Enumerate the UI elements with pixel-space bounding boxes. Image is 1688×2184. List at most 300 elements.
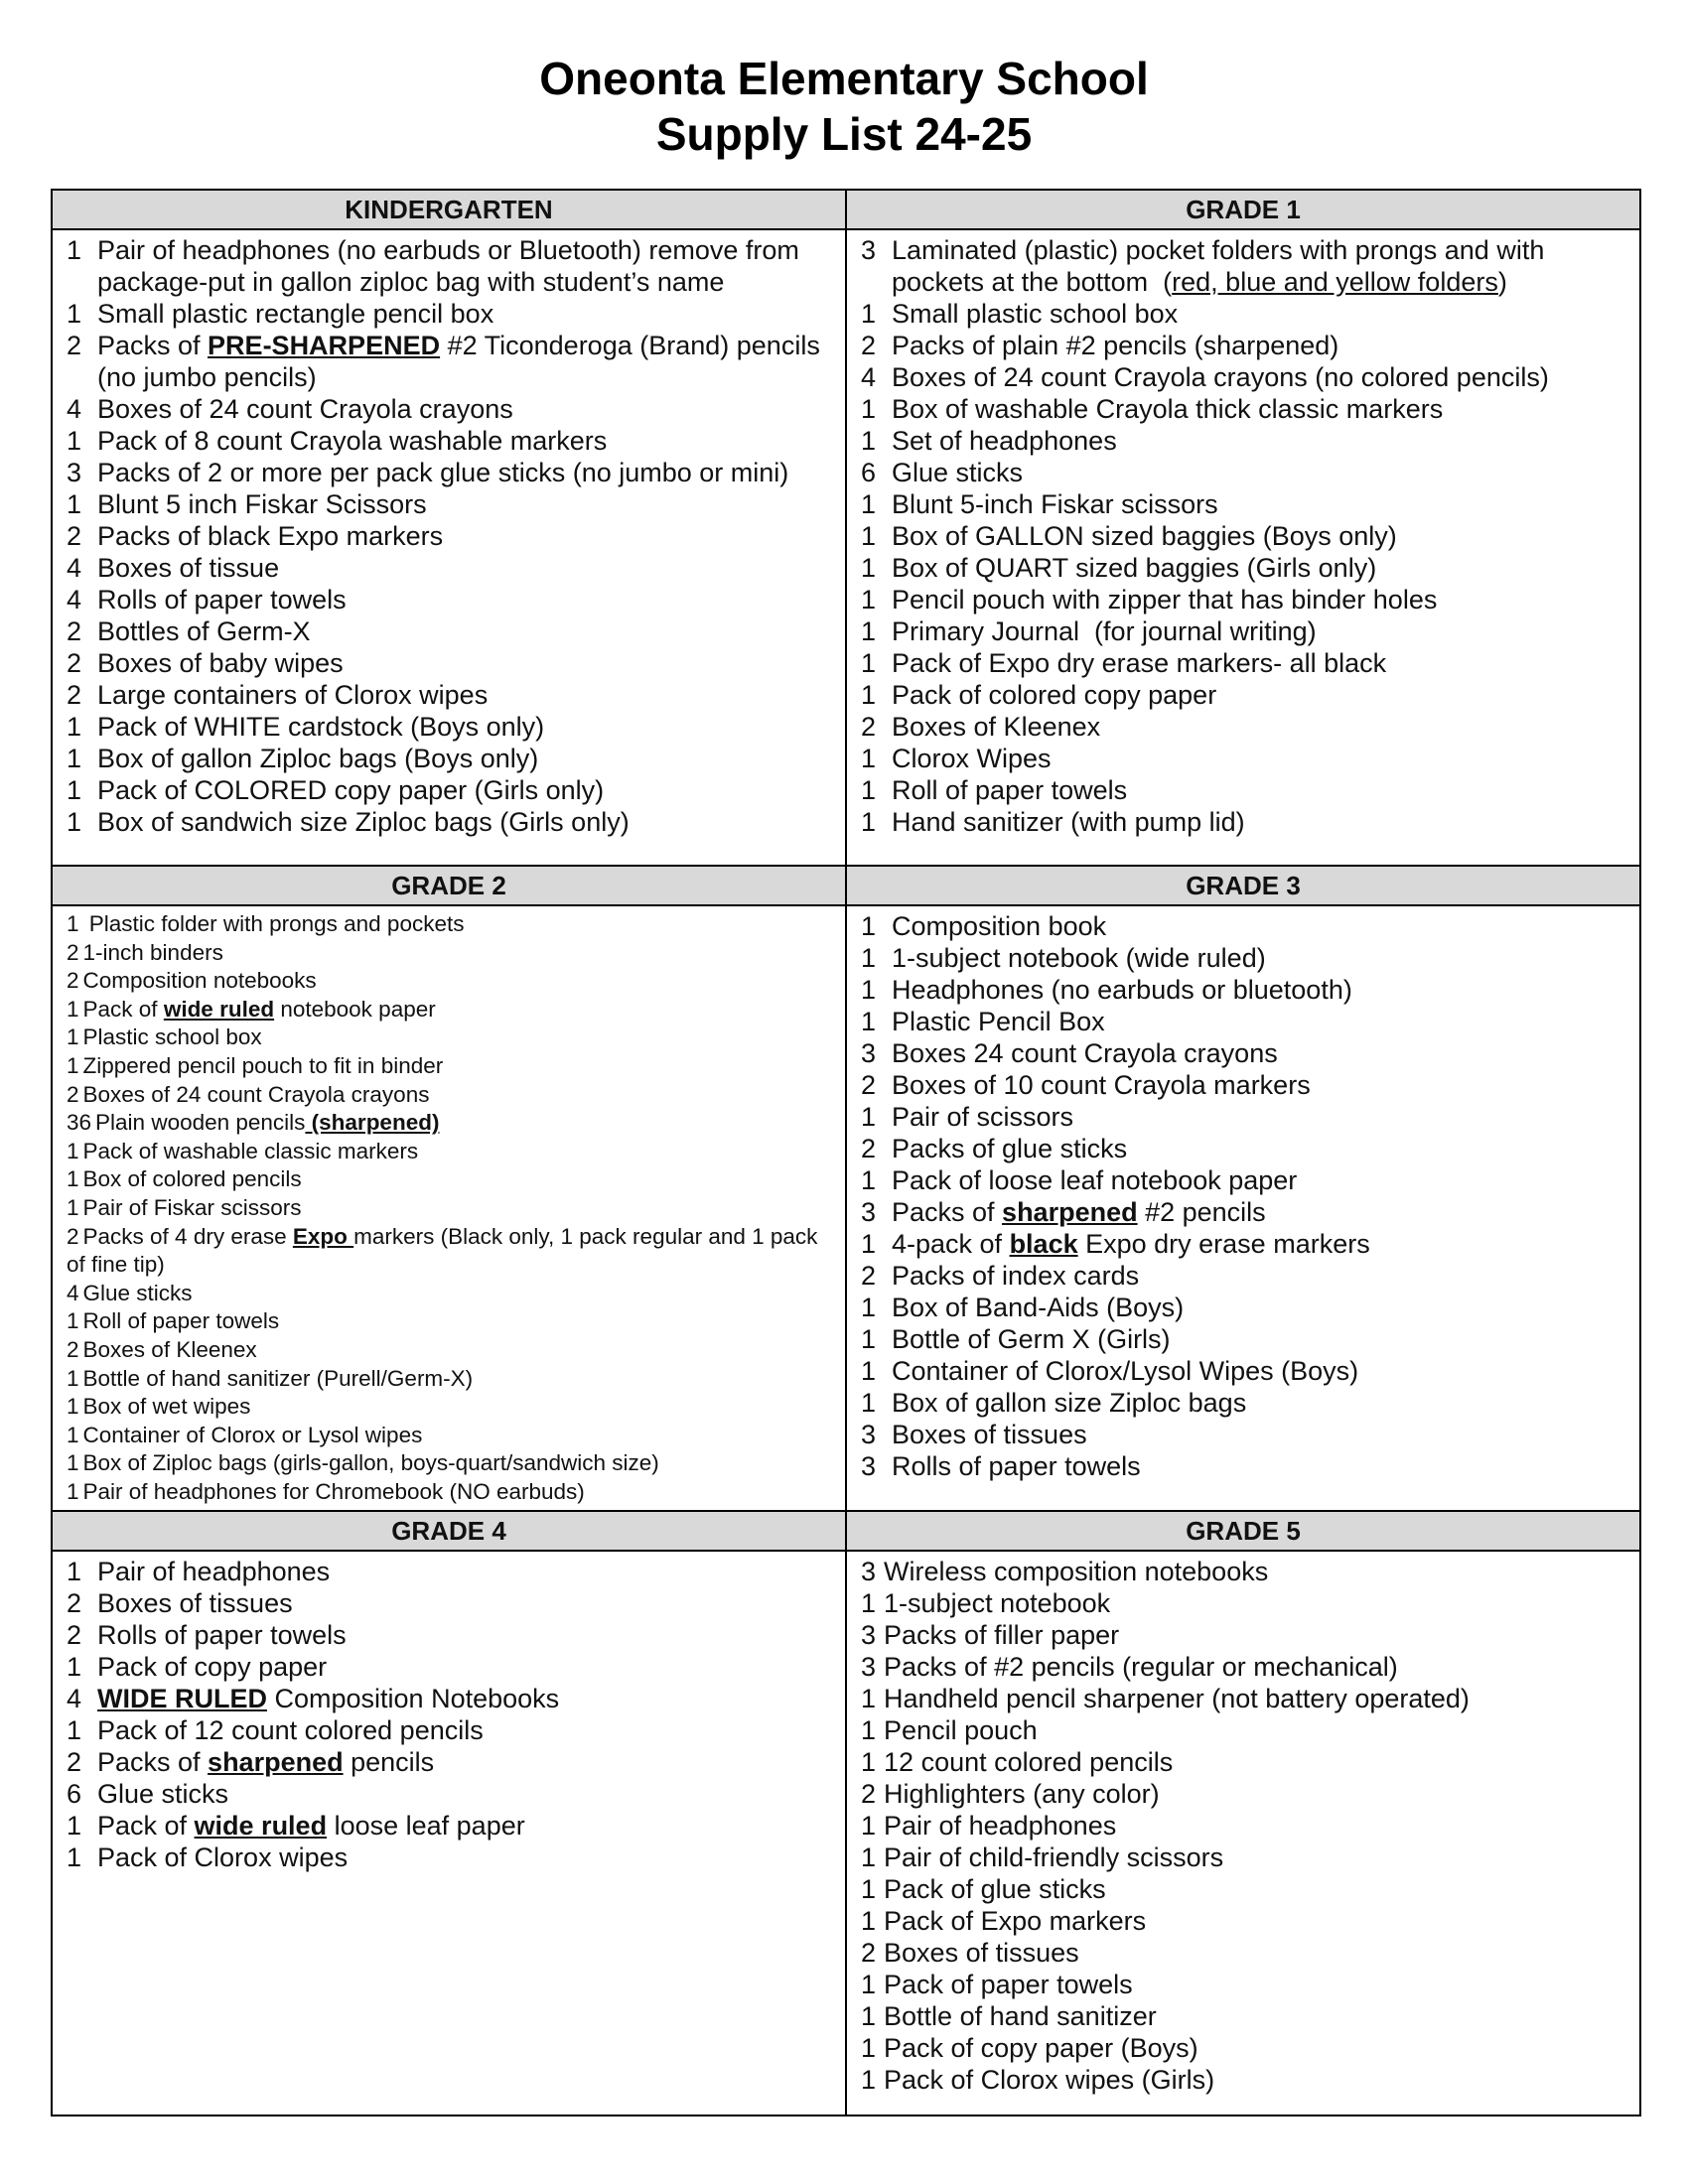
supply-item — [861, 942, 1625, 974]
item-text: pencils — [343, 1747, 435, 1778]
item-description: Highlighters (any color) — [884, 1779, 1160, 1810]
item-description — [892, 234, 1625, 298]
item-text: Composition Notebooks — [267, 1684, 560, 1714]
supply-item — [861, 1842, 1625, 1873]
item-description: Composition book — [892, 911, 1107, 941]
supply-item — [861, 1873, 1625, 1905]
supply-item — [861, 1714, 1625, 1746]
supply-item — [67, 1024, 831, 1052]
item-text: Pack of — [97, 1811, 195, 1842]
item-quantity: 3 — [861, 1557, 877, 1587]
item-quantity: 1 — [861, 1843, 877, 1873]
item-quantity: 2 — [67, 521, 82, 551]
emphasized-text: sharpened — [1002, 1197, 1138, 1227]
item-quantity: 2 — [861, 1261, 877, 1291]
supply-item — [861, 1196, 1625, 1228]
item-quantity: 1 — [67, 911, 79, 936]
item-quantity: 1 — [861, 585, 877, 614]
item-description: Glue sticks — [97, 1779, 229, 1810]
item-quantity: 1 — [861, 807, 877, 837]
supply-item — [861, 1037, 1625, 1069]
item-quantity: 1 — [861, 1102, 877, 1132]
item-description: Pack of copy paper (Boys) — [884, 2033, 1198, 2064]
item-description — [97, 1810, 831, 1842]
supply-item — [861, 1810, 1625, 1842]
item-description: 1-subject notebook — [884, 1588, 1111, 1619]
item-quantity: 1 — [67, 1365, 79, 1391]
supply-item — [67, 584, 831, 615]
supply-item — [861, 1292, 1625, 1323]
item-quantity: 1 — [67, 489, 82, 519]
item-text: Packs of — [97, 1747, 209, 1778]
item-quantity: 3 — [861, 1420, 877, 1449]
item-description: Pack of glue sticks — [884, 1874, 1106, 1905]
item-description: Rolls of paper towels — [892, 1451, 1141, 1481]
item-quantity: 1 — [67, 1024, 79, 1050]
item-quantity: 1 — [67, 1138, 79, 1163]
grade3-header: GRADE 3 — [846, 866, 1640, 905]
item-description: Packs of glue sticks — [892, 1134, 1128, 1163]
supply-item — [67, 647, 831, 679]
item-description — [95, 1110, 439, 1135]
item-quantity: 1 — [861, 2065, 877, 2096]
item-quantity: 1 — [67, 807, 82, 837]
item-description: Pair of Fiskar scissors — [82, 1194, 302, 1220]
emphasized-text: (sharpened) — [305, 1110, 440, 1136]
item-quantity: 6 — [861, 458, 877, 487]
item-description: Rolls of paper towels — [97, 585, 347, 614]
item-description: Box of Band-Aids (Boys) — [892, 1293, 1185, 1322]
supply-item — [67, 711, 831, 743]
emphasized-text: Expo — [292, 1223, 354, 1249]
item-quantity: 3 — [861, 1197, 877, 1227]
item-description: Pack of COLORED copy paper (Girls only) — [97, 775, 605, 805]
supply-item — [861, 1778, 1625, 1810]
item-description — [892, 1228, 1625, 1260]
item-description: Boxes of tissues — [892, 1420, 1087, 1449]
item-description: Packs of plain #2 pencils (sharpened) — [892, 331, 1339, 360]
supply-item — [67, 393, 831, 425]
item-quantity: 1 — [861, 1906, 877, 1937]
supply-item — [861, 1450, 1625, 1482]
supply-item — [67, 806, 831, 838]
item-description: Pencil pouch — [884, 1715, 1038, 1746]
item-description: Boxes of 24 count Crayola crayons — [82, 1081, 430, 1107]
item-description: Boxes of 10 count Crayola markers — [892, 1070, 1311, 1100]
item-description: Boxes of Kleenex — [82, 1336, 257, 1362]
item-description: Box of washable Crayola thick classic markers — [892, 394, 1444, 424]
supply-item — [861, 1969, 1625, 2000]
supply-item — [67, 615, 831, 647]
document-subtitle: Supply List 24-25 — [655, 108, 1033, 160]
item-quantity: 4 — [67, 1684, 82, 1714]
item-quantity: 1 — [861, 680, 877, 710]
item-quantity: 1 — [67, 712, 82, 742]
supply-item — [67, 1714, 831, 1746]
item-quantity: 3 — [861, 1620, 877, 1651]
supply-item — [67, 552, 831, 584]
item-description: Pack of Expo dry erase markers- all black — [892, 648, 1387, 678]
item-description: Set of headphones — [892, 426, 1117, 456]
item-description: Roll of paper towels — [82, 1308, 280, 1334]
supply-item — [861, 1419, 1625, 1450]
supply-item — [861, 584, 1625, 615]
item-description: Headphones (no earbuds or bluetooth) — [892, 975, 1352, 1005]
supply-item — [861, 1355, 1625, 1387]
item-quantity: 1 — [861, 1874, 877, 1905]
item-description: Container of Clorox or Lysol wipes — [82, 1422, 423, 1447]
emphasized-text: wide ruled — [163, 996, 275, 1022]
item-description: Packs of 2 or more per pack glue sticks (no jumbo or mini) — [97, 458, 789, 487]
supply-item — [67, 1619, 831, 1651]
supply-item — [861, 425, 1625, 457]
item-quantity: 2 — [67, 648, 82, 678]
supply-item — [67, 1109, 831, 1138]
item-quantity: 2 — [67, 939, 79, 965]
item-quantity: 36 — [67, 1110, 92, 1136]
item-description — [97, 1683, 831, 1714]
supply-item — [67, 1422, 831, 1450]
supply-item — [861, 1164, 1625, 1196]
item-description: Box of wet wipes — [82, 1394, 251, 1420]
item-description — [97, 330, 831, 393]
item-quantity: 1 — [67, 1052, 79, 1078]
supply-item — [861, 520, 1625, 552]
item-description: Box of gallon Ziploc bags (Boys only) — [97, 744, 539, 773]
supply-item — [67, 425, 831, 457]
item-quantity: 1 — [861, 1388, 877, 1418]
supply-item — [67, 1194, 831, 1223]
item-description: Packs of black Expo markers — [97, 521, 444, 551]
item-text: Pack of — [82, 996, 164, 1022]
item-quantity: 2 — [861, 1779, 877, 1810]
supply-item — [861, 2000, 1625, 2032]
item-text: markers (Black only, 1 pack regular and 1 pack of fine tip) — [67, 1223, 824, 1278]
item-quantity: 1 — [67, 1166, 79, 1192]
underlined-text: red, blue and yellow folders — [1172, 267, 1498, 297]
supply-item — [861, 488, 1625, 520]
item-description: Box of QUART sized baggies (Girls only) — [892, 553, 1377, 583]
supply-item — [67, 1478, 831, 1507]
item-description: Pair of child-friendly scissors — [884, 1843, 1224, 1873]
item-quantity: 1 — [861, 394, 877, 424]
item-text: notebook paper — [274, 996, 436, 1022]
item-description: 1-inch binders — [82, 939, 223, 965]
supply-item — [67, 1587, 831, 1619]
grade1-header: GRADE 1 — [846, 190, 1640, 229]
item-description: Box of Ziploc bags (girls-gallon, boys-quart/sandwich size) — [82, 1450, 659, 1476]
item-quantity: 1 — [861, 616, 877, 646]
item-text: Packs of — [97, 331, 209, 360]
supply-list-table — [51, 189, 1641, 2116]
item-text: #2 Ticonderoga (Brand) pencils (no jumbo pencils) — [97, 331, 828, 392]
item-quantity: 1 — [67, 1194, 79, 1220]
item-quantity: 2 — [67, 616, 82, 646]
item-quantity: 1 — [861, 1715, 877, 1746]
supply-item — [861, 974, 1625, 1006]
emphasized-text: wide ruled — [194, 1811, 328, 1842]
supply-item — [861, 1746, 1625, 1778]
item-description: Pencil pouch with zipper that has binder holes — [892, 585, 1438, 614]
supply-item — [861, 910, 1625, 942]
kindergarten-section — [52, 229, 846, 866]
item-description: Pack of loose leaf notebook paper — [892, 1165, 1298, 1195]
item-quantity: 1 — [861, 521, 877, 551]
supply-item — [861, 298, 1625, 330]
item-quantity: 1 — [861, 426, 877, 456]
item-quantity: 4 — [67, 585, 82, 614]
item-description: Pack of washable classic markers — [82, 1138, 419, 1163]
supply-item — [67, 1393, 831, 1422]
supply-item — [67, 1842, 831, 1873]
item-description — [83, 997, 436, 1022]
item-quantity: 1 — [67, 744, 82, 773]
item-description: Plastic Pencil Box — [892, 1007, 1105, 1036]
item-description: Boxes of Kleenex — [892, 712, 1101, 742]
item-quantity: 1 — [861, 1588, 877, 1619]
supply-item — [861, 743, 1625, 774]
item-description: Handheld pencil sharpener (not battery operated) — [884, 1684, 1470, 1714]
item-quantity: 1 — [861, 1165, 877, 1195]
supply-item — [861, 1101, 1625, 1133]
item-description: Pack of WHITE cardstock (Boys only) — [97, 712, 545, 742]
item-description: Packs of index cards — [892, 1261, 1140, 1291]
item-description: Box of sandwich size Ziploc bags (Girls only) — [97, 807, 630, 837]
item-quantity: 1 — [861, 744, 877, 773]
item-description: Pack of Expo markers — [884, 1906, 1147, 1937]
item-description: Small plastic rectangle pencil box — [97, 299, 494, 329]
item-description: Glue sticks — [892, 458, 1024, 487]
item-quantity: 1 — [67, 1308, 79, 1334]
supply-item — [67, 1449, 831, 1478]
supply-item — [861, 1069, 1625, 1101]
item-quantity: 1 — [861, 1229, 877, 1259]
supply-item — [861, 361, 1625, 393]
supply-item — [861, 552, 1625, 584]
item-quantity: 1 — [67, 1478, 79, 1504]
item-quantity: 4 — [67, 394, 82, 424]
supply-item — [861, 1133, 1625, 1164]
supply-item — [861, 234, 1625, 298]
item-description: Pack of 8 count Crayola washable markers — [97, 426, 608, 456]
supply-item — [861, 774, 1625, 806]
emphasized-text: black — [1009, 1229, 1078, 1259]
item-quantity: 1 — [67, 1811, 82, 1842]
supply-item — [67, 1683, 831, 1714]
item-text: Expo dry erase markers — [1077, 1229, 1370, 1259]
item-text: Packs of 4 dry erase — [82, 1223, 293, 1249]
item-description — [892, 1196, 1625, 1228]
supply-item — [861, 330, 1625, 361]
item-quantity: 2 — [861, 712, 877, 742]
supply-item — [67, 1810, 831, 1842]
item-description: Boxes 24 count Crayola crayons — [892, 1038, 1278, 1068]
document-title: Oneonta Elementary School — [539, 53, 1149, 104]
item-description: Zippered pencil pouch to fit in binder — [82, 1052, 444, 1078]
item-description: Boxes of 24 count Crayola crayons (no colored pencils) — [892, 362, 1549, 392]
item-description — [67, 1224, 824, 1278]
grade5-header: GRADE 5 — [846, 1511, 1640, 1551]
item-description: Clorox Wipes — [892, 744, 1052, 773]
supply-item — [67, 1336, 831, 1365]
supply-item — [861, 615, 1625, 647]
supply-item — [67, 743, 831, 774]
emphasized-text: PRE-SHARPENED — [208, 331, 441, 360]
supply-item — [67, 910, 831, 939]
item-quantity: 2 — [67, 1223, 79, 1249]
item-quantity: 3 — [861, 1451, 877, 1481]
item-description: 12 count colored pencils — [884, 1747, 1174, 1778]
item-quantity: 1 — [861, 1811, 877, 1842]
grade5-section — [846, 1551, 1640, 2116]
item-description: Pair of headphones — [97, 1557, 331, 1587]
item-quantity: 3 — [67, 458, 82, 487]
item-quantity: 2 — [67, 1336, 79, 1362]
supply-item — [861, 1651, 1625, 1683]
item-description: Bottle of hand sanitizer — [884, 2001, 1157, 2032]
item-quantity: 1 — [861, 1747, 877, 1778]
item-quantity: 1 — [67, 775, 82, 805]
supply-item — [67, 996, 831, 1024]
supply-item — [861, 2032, 1625, 2064]
item-description: Hand sanitizer (with pump lid) — [892, 807, 1245, 837]
item-quantity: 6 — [67, 1779, 82, 1810]
supply-item — [67, 939, 831, 968]
item-text: Packs of — [892, 1197, 1003, 1227]
item-description — [97, 1746, 831, 1778]
item-quantity: 2 — [67, 1588, 82, 1619]
item-description: Pack of colored copy paper — [892, 680, 1217, 710]
supply-item — [861, 647, 1625, 679]
item-quantity: 1 — [67, 235, 82, 265]
item-quantity: 2 — [67, 968, 79, 994]
item-quantity: 1 — [67, 1715, 82, 1746]
item-description: Plastic folder with prongs and pockets — [82, 911, 465, 936]
item-quantity: 1 — [861, 299, 877, 329]
item-quantity: 1 — [861, 1007, 877, 1036]
item-description: Box of GALLON sized baggies (Boys only) — [892, 521, 1397, 551]
item-description: Primary Journal (for journal writing) — [892, 616, 1317, 646]
grade1-section — [846, 229, 1640, 866]
supply-item — [67, 1223, 831, 1280]
item-description: Large containers of Clorox wipes — [97, 680, 489, 710]
supply-item — [67, 1778, 831, 1810]
supply-item — [67, 774, 831, 806]
item-description: Boxes of tissue — [97, 553, 280, 583]
supply-item — [67, 1280, 831, 1308]
supply-item — [67, 1746, 831, 1778]
supply-item — [861, 2064, 1625, 2096]
supply-item — [67, 1556, 831, 1587]
item-text: #2 pencils — [1137, 1197, 1266, 1227]
item-description: Boxes of tissues — [97, 1588, 293, 1619]
item-quantity: 1 — [861, 1324, 877, 1354]
item-description: Pair of headphones — [884, 1811, 1117, 1842]
item-description: Pair of scissors — [892, 1102, 1074, 1132]
supply-item — [861, 457, 1625, 488]
item-quantity: 4 — [861, 362, 877, 392]
supply-item — [67, 967, 831, 996]
item-quantity: 2 — [67, 1747, 82, 1778]
item-quantity: 1 — [67, 1422, 79, 1447]
emphasized-text: sharpened — [208, 1747, 344, 1778]
item-text: loose leaf paper — [327, 1811, 525, 1842]
item-text: Plain wooden pencils — [95, 1110, 306, 1136]
item-quantity: 1 — [861, 1356, 877, 1386]
item-description: Container of Clorox/Lysol Wipes (Boys) — [892, 1356, 1359, 1386]
kindergarten-header: KINDERGARTEN — [52, 190, 846, 229]
item-quantity: 4 — [67, 1280, 79, 1305]
supply-item — [861, 1556, 1625, 1587]
item-description: Pack of copy paper — [97, 1652, 328, 1683]
item-description: Composition notebooks — [82, 968, 317, 994]
item-quantity: 2 — [861, 331, 877, 360]
item-description: Bottles of Germ-X — [97, 616, 311, 646]
item-quantity: 3 — [861, 1038, 877, 1068]
item-description: Pack of 12 count colored pencils — [97, 1715, 484, 1746]
supply-item — [861, 1387, 1625, 1419]
item-quantity: 1 — [861, 2033, 877, 2064]
grade4-header: GRADE 4 — [52, 1511, 846, 1551]
item-description: Blunt 5 inch Fiskar Scissors — [97, 489, 427, 519]
supply-item — [67, 520, 831, 552]
item-quantity: 1 — [861, 553, 877, 583]
item-description: Roll of paper towels — [892, 775, 1128, 805]
item-description: 1-subject notebook (wide ruled) — [892, 943, 1266, 973]
supply-item — [67, 1307, 831, 1336]
item-text: ) — [1497, 267, 1507, 297]
item-quantity: 1 — [67, 1557, 82, 1587]
item-quantity: 2 — [861, 1070, 877, 1100]
item-quantity: 1 — [861, 489, 877, 519]
item-quantity: 1 — [861, 2001, 877, 2032]
item-quantity: 1 — [67, 1450, 79, 1476]
item-description: Packs of filler paper — [884, 1620, 1120, 1651]
item-quantity: 1 — [67, 1394, 79, 1420]
item-description: Boxes of 24 count Crayola crayons — [97, 394, 513, 424]
item-quantity: 1 — [861, 648, 877, 678]
supply-item — [861, 806, 1625, 838]
supply-item — [861, 1683, 1625, 1714]
supply-item — [67, 1052, 831, 1081]
item-quantity: 1 — [67, 1652, 82, 1683]
item-description: Bottle of hand sanitizer (Purell/Germ-X) — [82, 1365, 474, 1391]
item-description: Rolls of paper towels — [97, 1620, 347, 1651]
item-quantity: 1 — [67, 426, 82, 456]
item-quantity: 1 — [861, 975, 877, 1005]
item-quantity: 2 — [67, 1081, 79, 1107]
item-description: Box of colored pencils — [82, 1166, 302, 1192]
grade4-section — [52, 1551, 846, 2116]
supply-item — [861, 1619, 1625, 1651]
supply-item — [67, 1651, 831, 1683]
supply-item — [861, 1260, 1625, 1292]
item-text: Laminated (plastic) pocket folders with prongs and with pockets at the bottom ( — [892, 235, 1552, 297]
item-text: 4-pack of — [892, 1229, 1010, 1259]
item-quantity: 2 — [67, 680, 82, 710]
item-description: Pack of Clorox wipes — [97, 1843, 349, 1873]
supply-item — [67, 1165, 831, 1194]
grade2-section — [52, 905, 846, 1511]
item-description: Bottle of Germ X (Girls) — [892, 1324, 1171, 1354]
item-quantity: 1 — [67, 996, 79, 1022]
supply-item — [861, 1587, 1625, 1619]
item-quantity: 3 — [861, 235, 877, 265]
supply-item — [67, 234, 831, 298]
item-quantity: 1 — [861, 1293, 877, 1322]
supply-item — [67, 298, 831, 330]
item-quantity: 1 — [861, 775, 877, 805]
